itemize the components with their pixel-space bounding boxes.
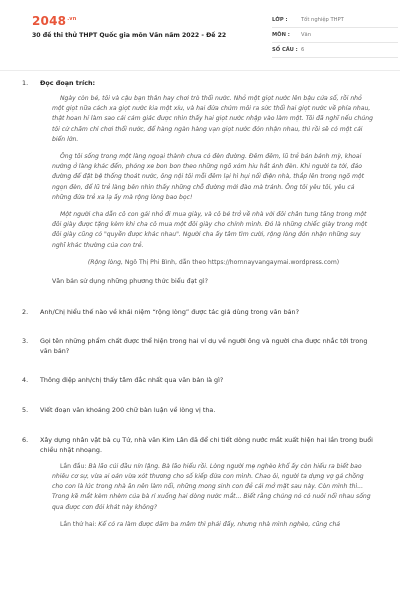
excerpt-label: Lần đầu: (60, 462, 87, 470)
meta-table (272, 13, 398, 58)
passage-paragraph-1: Ngày còn bé, tôi và cậu bạn thân hay chơi trò thổi nước. Nhỏ một giọt nước lên bậu cửa sổ, rồi nhỏ một giọt nữa cách xa giọt nước kia một xíu, và hai đứa chúm môi ra sức thổi hai giọt nước về phía nhau, thật hoan hỉ làm sao cái cảm giác được nhìn thấy hai giọt nước nhập vào làm một. Tôi đã nghĩ nếu chúng tôi cứ chăm chỉ chơi thổi nước, để hàng ngàn hàng vạn giọt nước đón nhận nhau, thì rồi sẽ có một cái biển lớn. (52, 95, 373, 143)
question-list (0, 78, 400, 530)
logo-domain: .vn (67, 16, 77, 22)
question-text: Viết đoạn văn khoảng 200 chữ bàn luận về lòng vị tha. (40, 405, 216, 414)
source-lead: (Rộng lòng, (87, 258, 123, 266)
question-number: 2. (22, 307, 29, 316)
meta-row-class (272, 13, 398, 28)
question-number: 5. (22, 405, 29, 414)
logo-text: 2048 (32, 14, 67, 28)
question-3 (0, 336, 400, 356)
meta-value: Văn (301, 32, 312, 38)
meta-row-count (272, 43, 398, 58)
header-divider (0, 70, 400, 71)
question-text: Anh/Chị hiểu thế nào về khái niệm “rộng lòng” được tác giả dùng trong văn bản? (40, 307, 300, 316)
excerpt-paragraph-1 (52, 462, 375, 513)
meta-key: SỐ CÂU : (272, 47, 298, 53)
meta-value: Tốt nghiệp THPT (301, 17, 344, 23)
question-number: 6. (22, 435, 29, 444)
meta-value: 6 (301, 47, 305, 53)
excerpt-paragraph-2 (52, 520, 375, 530)
excerpt-text: Kể có ra làm được dăm ba mâm thì phải đấy, nhưng nhà mình nghèo, cũng chả (98, 520, 341, 528)
question-1-prompt: Văn bản sử dụng những phương thức biểu đạt gì? (52, 277, 208, 285)
question-text: Xây dựng nhân vật bà cụ Tứ, nhà văn Kim Lân đã để chi tiết dòng nước mắt xuất hiện hai lần trong buổi chiều nhặt nhoạng. (40, 435, 373, 454)
excerpt-label: Lần thứ hai: (60, 520, 97, 528)
meta-key: LỚP : (272, 17, 288, 23)
question-text: Gọi tên những phẩm chất được thể hiện trong hai ví dụ về người ông và người cha được nhắc tới trong văn bản? (40, 336, 368, 355)
question-text: Thông điệp anh/chị thấy tâm đắc nhất qua văn bản là gì? (40, 375, 224, 384)
passage-paragraph-2: Ông tôi sống trong một làng ngoại thành chưa có đèn đường. Đêm đêm, lũ trẻ bán bánh mỳ, khoai nướng ở làng khác đến, phóng xe bon bon theo những ngõ xóm hiu hắt ánh đèn. Khi người ta tới, đáo đường để đặt bệ thống thoát nước, ông nội tôi mỗi đêm lại hì hụi nối điện nhà, thắp lên trong ngõ một ngọn đèn, để lũ trẻ làng bên nhìn thấy những chỗ đường mới đào mà tránh. Ông tôi yêu tôi, yêu cả những đứa trẻ xa lạ ấy mà rộng lòng bao bọc! (52, 153, 365, 201)
excerpt-text: Bà lão cúi đầu nín lặng. Bà lão hiểu rồi. Lòng người mẹ nghèo khổ ấy còn hiểu ra biết bao nhiêu cơ sự, vừa ai oán vừa xót thương cho số kiếp đứa con mình. Chao ôi, người ta dựng vợ gả chồng cho con là lúc trong nhà ăn nên làm nổi, những mong sinh con đẻ cái mở mặt sau này. Còn mình thì... Trong kẽ mắt kèm nhèm của bà rỉ xuống hai dòng nước mắt... Biết rằng chúng nó có nuôi nổi nhau sống qua được cơn đói khát này không? (52, 462, 371, 511)
meta-key: MÔN : (272, 32, 290, 38)
site-logo[interactable] (32, 14, 77, 28)
question-number: 1. (22, 79, 29, 87)
question-6 (0, 435, 400, 455)
question-5 (0, 405, 400, 415)
page-title: 30 đề thi thử THPT Quốc gia môn Văn năm 2022 - Đề 22 (32, 32, 227, 39)
source-author: Ngô Thị Phi Bình, dẫn theo https://hornnayvangaymai.wordpress.com) (124, 258, 340, 266)
passage-source (52, 258, 375, 268)
question-heading: Đọc đoạn trích: (40, 79, 96, 87)
question-number: 3. (22, 336, 29, 345)
question-number: 4. (22, 375, 29, 384)
question-4 (0, 375, 400, 385)
passage-paragraph-3: Một người cha dẫn cô con gái nhỏ đi mua giày, và cô bé trở về nhà với đôi chân tung tăng trong một đôi giày được tặng kèm khi cha cô mua một đôi giày cho chính mình. Đó là những chiếc giày trong một đôi giày cũng có "quyền được khác nhau". Người cha ấy tâm tìm cười, rộng lòng đón nhận những suy nghĩ khác thường của con trẻ. (52, 211, 368, 249)
question-1 (0, 78, 400, 88)
question-2 (0, 307, 400, 317)
meta-row-subject (272, 28, 398, 43)
document-header (16, 0, 384, 62)
